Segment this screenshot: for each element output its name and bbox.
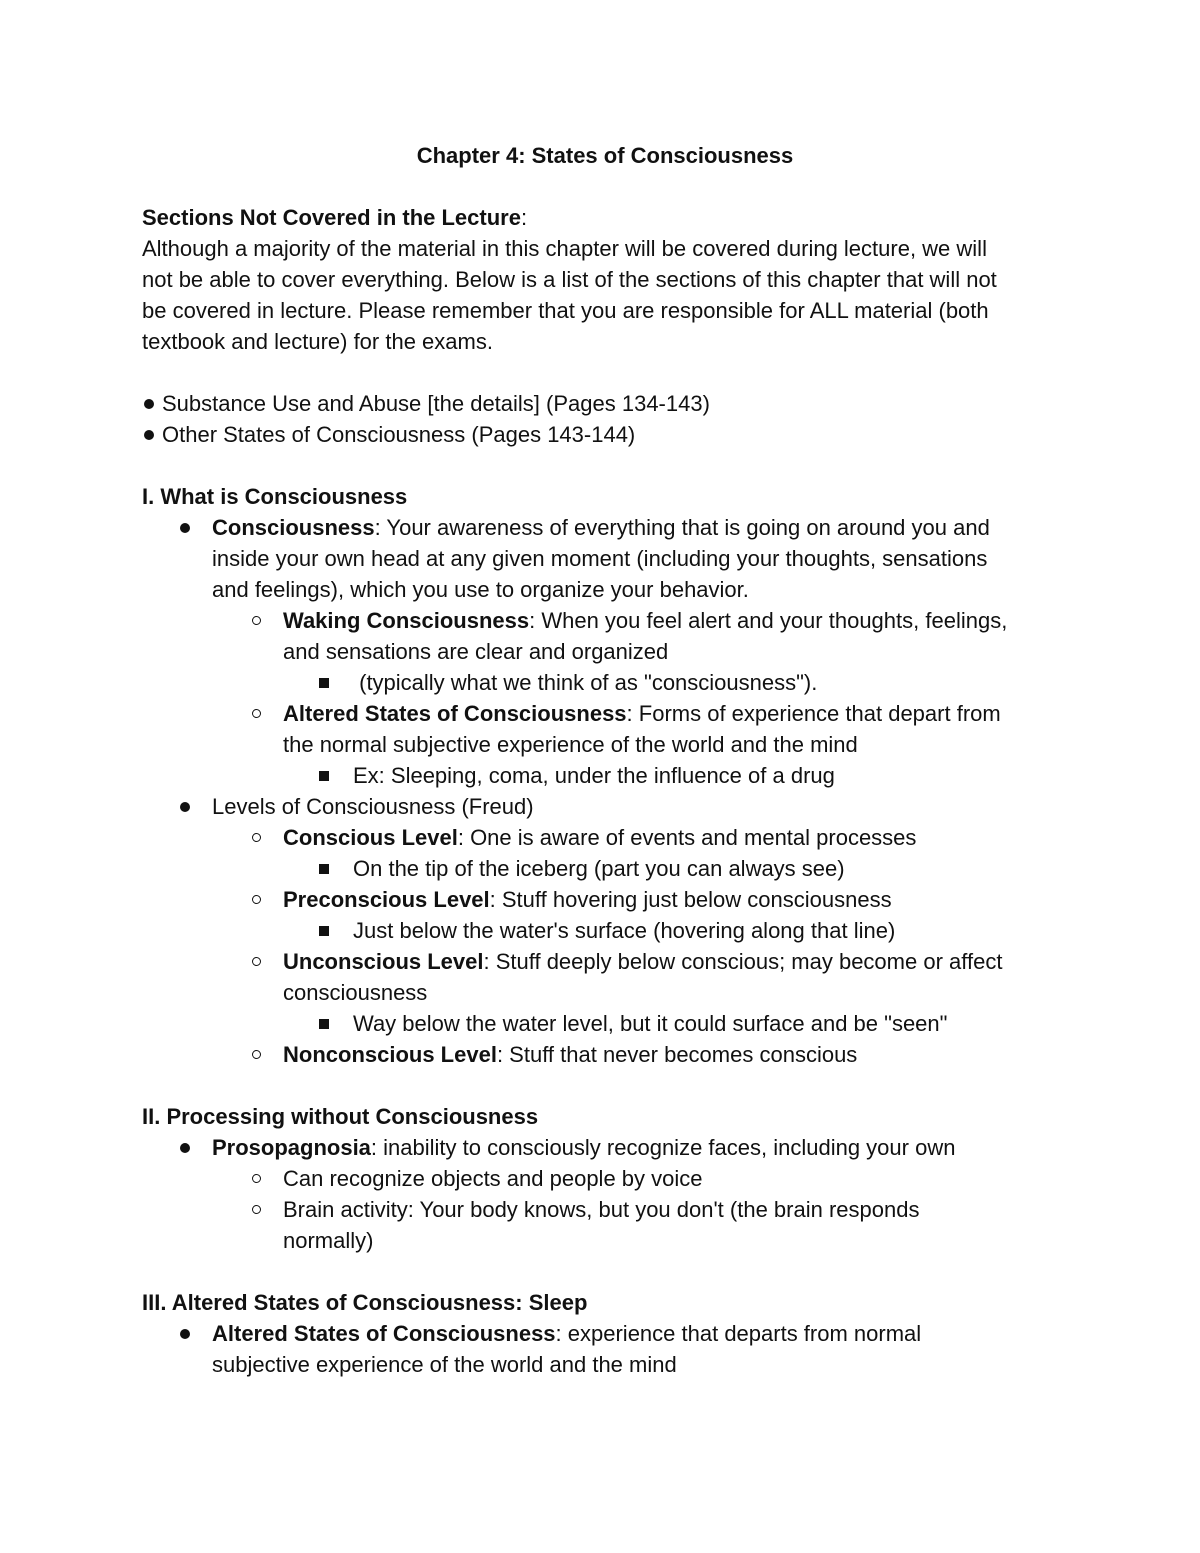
- list-item: Consciousness: Your awareness of everything that is going on around you and inside your own head at any given moment (including your thoughts, sensations and feelings), which you use to organize your behavior.: [142, 512, 1072, 605]
- bullet-square-icon: [314, 853, 334, 884]
- bullet-circle-icon: [246, 605, 266, 636]
- section-heading: III. Altered States of Consciousness: Sleep: [142, 1290, 588, 1315]
- bullet-dot-icon: [175, 791, 195, 822]
- list-item: Altered States of Consciousness: Forms of experience that depart from the normal subjective experience of the world and the mind: [142, 698, 1072, 760]
- list-item: Waking Consciousness: When you feel alert and your thoughts, feelings, and sensations are clear and organized: [142, 605, 1072, 667]
- document-page: [142, 140, 1072, 1380]
- section-heading: II. Processing without Consciousness: [142, 1104, 539, 1129]
- list-item: On the tip of the iceberg (part you can always see): [142, 853, 1072, 884]
- bullet-square-icon: [314, 667, 334, 698]
- bullet-circle-icon: [246, 884, 266, 915]
- intro-heading: Sections Not Covered in the Lecture:: [142, 205, 528, 230]
- bullet-dot-icon: [144, 430, 154, 440]
- bullet-circle-icon: [246, 698, 266, 729]
- list-item: Altered States of Consciousness: experience that departs from normal subjective experience of the world and the mind: [142, 1318, 1072, 1380]
- bullet-circle-icon: [246, 1163, 266, 1194]
- list-item: Way below the water level, but it could surface and be "seen": [142, 1008, 1072, 1039]
- bullet-dot-icon: [175, 512, 195, 543]
- intro-paragraph-line: not be able to cover everything. Below is a list of the sections of this chapter that will not: [142, 267, 997, 292]
- document-title: Chapter 4: States of Consciousness: [416, 143, 794, 168]
- list-item: Prosopagnosia: inability to consciously recognize faces, including your own: [142, 1132, 1072, 1163]
- bullet-circle-icon: [246, 822, 266, 853]
- bullet-circle-icon: [246, 946, 266, 977]
- bullet-circle-icon: [246, 1039, 266, 1070]
- list-item: (typically what we think of as "consciousness").: [142, 667, 1072, 698]
- list-item: Nonconscious Level: Stuff that never becomes conscious: [142, 1039, 1072, 1070]
- intro-paragraph-line: Although a majority of the material in this chapter will be covered during lecture, we will: [142, 236, 987, 261]
- bullet-square-icon: [314, 1008, 334, 1039]
- uncovered-section-item: Other States of Consciousness (Pages 143-144): [142, 419, 1072, 450]
- list-item: Just below the water's surface (hovering along that line): [142, 915, 1072, 946]
- bullet-square-icon: [314, 915, 334, 946]
- section-heading: I. What is Consciousness: [142, 484, 408, 509]
- intro-paragraph-line: be covered in lecture. Please remember that you are responsible for ALL material (both: [142, 298, 989, 323]
- uncovered-section-item: Substance Use and Abuse [the details] (Pages 134-143): [142, 388, 1072, 419]
- intro-paragraph-line: textbook and lecture) for the exams.: [142, 329, 493, 354]
- list-item: Conscious Level: One is aware of events and mental processes: [142, 822, 1072, 853]
- bullet-square-icon: [314, 760, 334, 791]
- list-item: Levels of Consciousness (Freud): [142, 791, 1072, 822]
- list-item: Preconscious Level: Stuff hovering just below consciousness: [142, 884, 1072, 915]
- list-item: Ex: Sleeping, coma, under the influence of a drug: [142, 760, 1072, 791]
- list-item: Brain activity: Your body knows, but you don't (the brain responds normally): [142, 1194, 1072, 1256]
- list-item: Unconscious Level: Stuff deeply below conscious; may become or affect consciousness: [142, 946, 1072, 1008]
- bullet-dot-icon: [175, 1318, 195, 1349]
- list-item: Can recognize objects and people by voice: [142, 1163, 1072, 1194]
- bullet-dot-icon: [175, 1132, 195, 1163]
- bullet-circle-icon: [246, 1194, 266, 1225]
- bullet-dot-icon: [144, 399, 154, 409]
